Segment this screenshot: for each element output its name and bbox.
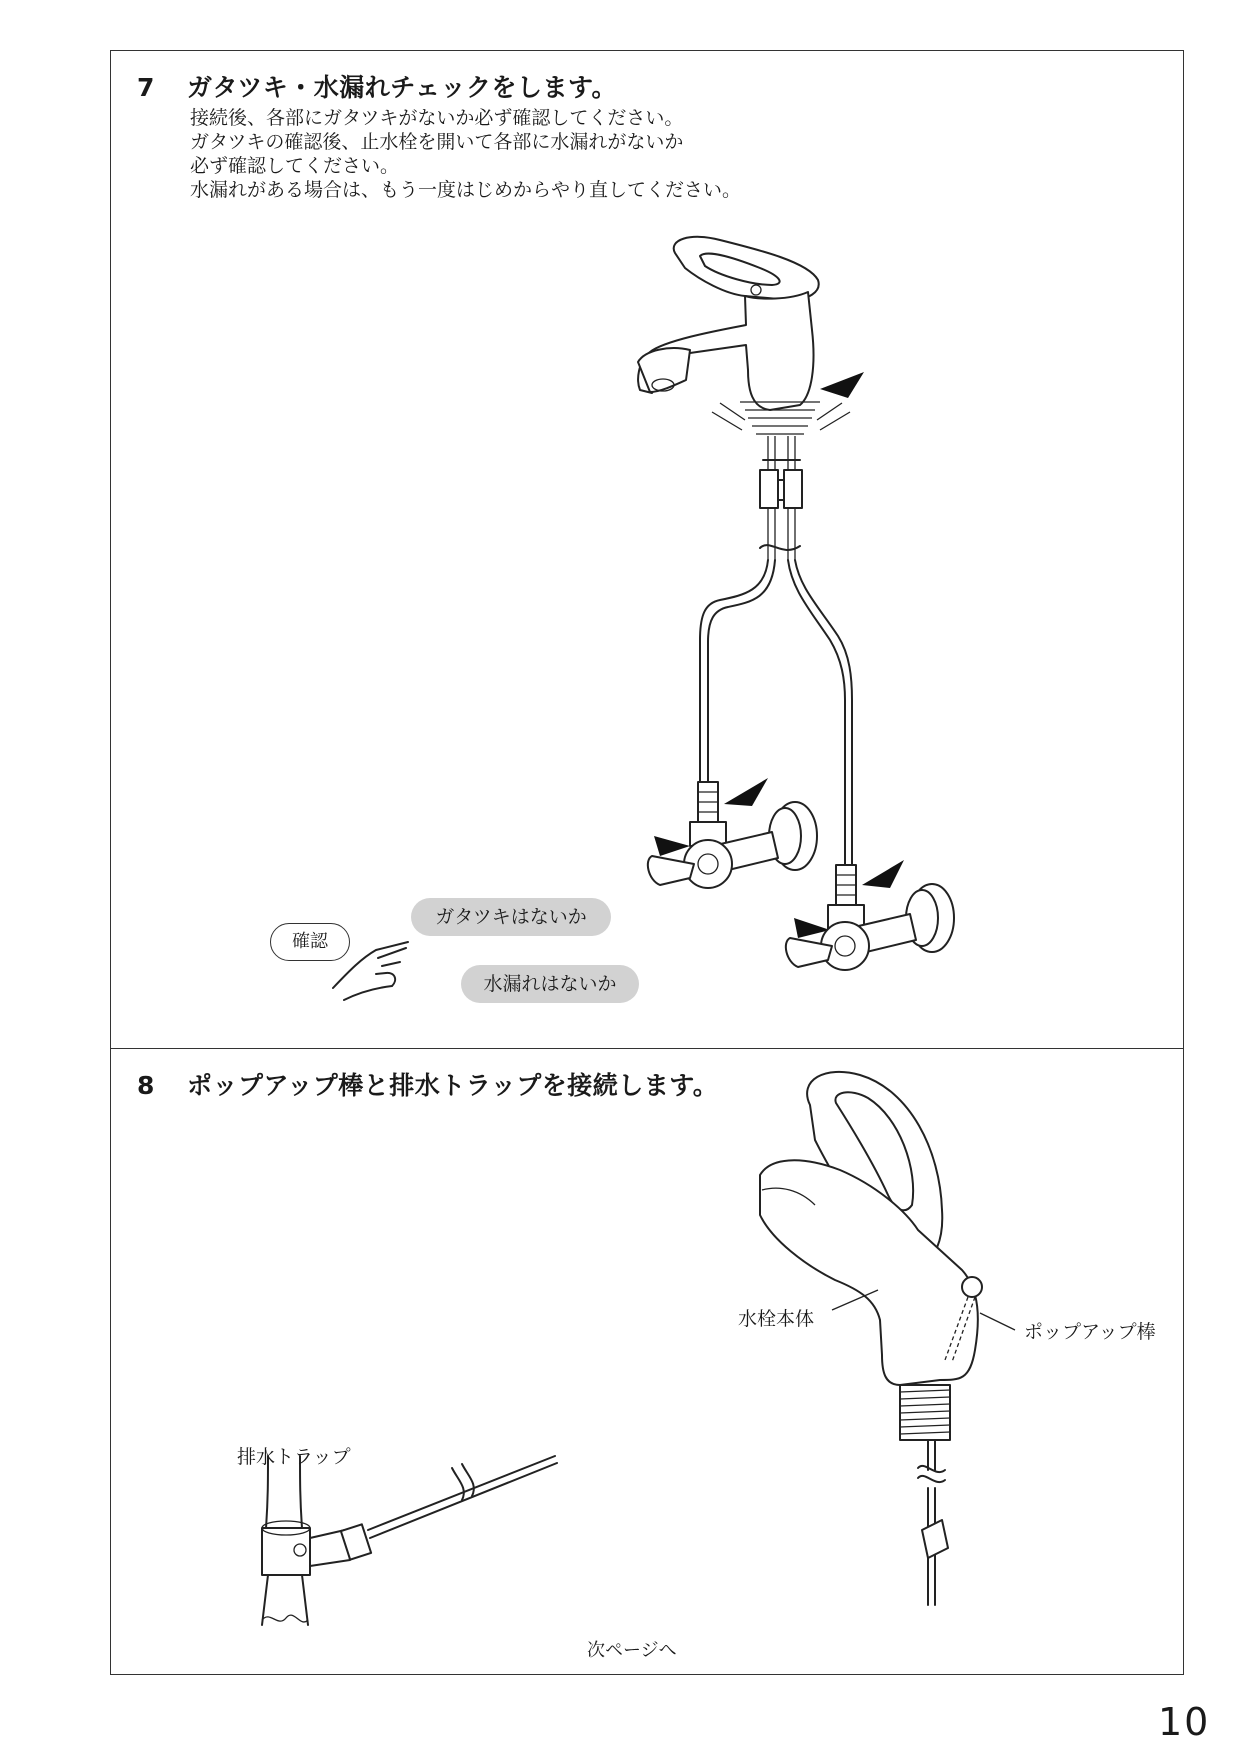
step7-number: 7	[137, 73, 155, 102]
step7-instruction-line: 必ず確認してください。	[190, 155, 400, 177]
page-number: 10	[1158, 1700, 1211, 1744]
step7-instruction-line: ガタツキの確認後、止水栓を開いて各部に水漏れがないか	[190, 131, 684, 153]
step7-instruction-line: 水漏れがある場合は、もう一度はじめからやり直してください。	[190, 179, 742, 201]
next-page-note: 次ページへ	[587, 1640, 677, 1661]
label-drain-trap: 排水トラップ	[237, 1446, 351, 1468]
check-rattle-pill: ガタツキはないか	[411, 898, 611, 936]
check-leak-pill: 水漏れはないか	[461, 965, 639, 1003]
step7-instruction-line: 接続後、各部にガタツキがないか必ず確認してください。	[190, 107, 684, 129]
label-popup-rod: ポップアップ棒	[1024, 1321, 1156, 1343]
step8-title: ポップアップ棒と排水トラップを接続します。	[187, 1071, 719, 1100]
check-badge: 確認	[270, 923, 350, 961]
label-faucet-body: 水栓本体	[738, 1308, 815, 1330]
step7-title: ガタツキ・水漏れチェックをします。	[187, 73, 618, 102]
step8-number: 8	[137, 1071, 155, 1100]
